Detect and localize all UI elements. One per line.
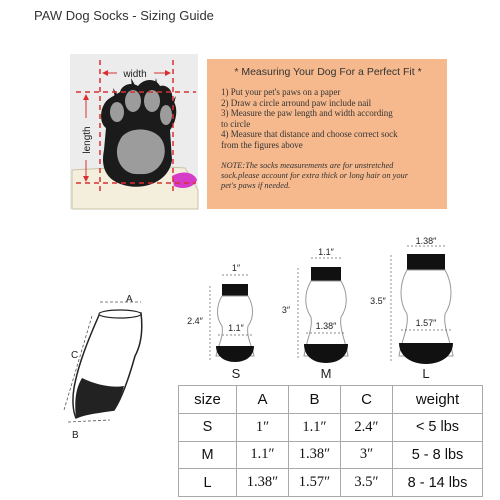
measuring-step: 2) Draw a circle arround paw include nail [221, 97, 372, 108]
sock-large-cuff [407, 254, 445, 270]
measuring-heading: * Measuring Your Dog For a Perfect Fit * [234, 66, 422, 78]
sock-large [370, 236, 453, 381]
measuring-note-line: sock.please account for extra thick or long hair on your [221, 171, 409, 180]
dimension-b-label: B [72, 430, 79, 441]
table-cell: 1.1″ [237, 441, 289, 469]
table-cell: 8 - 14 lbs [393, 469, 483, 497]
table-cell: L [179, 469, 237, 497]
table-header-cell: size [179, 386, 237, 414]
dimension-a-label: A [126, 294, 133, 305]
dimension-c-label: C [71, 350, 79, 361]
table-cell: 1.38″ [237, 469, 289, 497]
measuring-step: 3) Measure the paw length and width according [221, 108, 393, 118]
sock-small-cuff [222, 284, 248, 296]
measuring-note-line: NOTE:The socks measurements are for unstretched [221, 161, 394, 170]
table-cell: S [179, 413, 237, 441]
sock-small-top-label: 1″ [231, 263, 241, 273]
size-table [178, 385, 483, 497]
sock-large-size-label: L [422, 366, 430, 381]
sock-medium [282, 247, 348, 381]
table-cell: 5 - 8 lbs [393, 441, 483, 469]
measuring-step: 4) Measure that distance and choose correct sock [221, 129, 398, 139]
table-header-cell: C [341, 386, 393, 414]
sock-small-bottom-label: 1.1″ [228, 323, 244, 333]
table-header-cell: A [237, 386, 289, 414]
sock-small-height-label: 2.4″ [187, 316, 203, 326]
table-header-cell: B [289, 386, 341, 414]
dimension-b-line [68, 420, 110, 422]
sock-small [187, 263, 254, 381]
table-cell: M [179, 441, 237, 469]
measuring-step: from the figures above [221, 139, 303, 150]
sock-medium-sole [304, 344, 348, 363]
sock-small-sole [216, 346, 254, 362]
page-title: PAW Dog Socks - Sizing Guide [34, 8, 214, 23]
sock-medium-size-label: M [320, 366, 332, 381]
measuring-step: 1) Put your pet's paws on a paper [221, 87, 341, 97]
length-label: length [82, 126, 93, 154]
table-cell: 1″ [237, 413, 289, 441]
sock-large-top-label: 1.38″ [415, 236, 437, 246]
table-cell: 1.1″ [289, 413, 341, 441]
sock-medium-bottom-label: 1.38″ [315, 321, 337, 331]
table-cell: 1.57″ [289, 469, 341, 497]
table-cell: 3″ [341, 441, 393, 469]
sock-large-sole [399, 343, 453, 364]
sock-large-height-label: 3.5″ [370, 296, 386, 306]
table-row [179, 441, 483, 469]
sock-large-bottom-label: 1.57″ [415, 318, 437, 328]
sock-medium-height-label: 3″ [281, 305, 291, 315]
table-row [179, 469, 483, 497]
table-cell: 3.5″ [341, 469, 393, 497]
measuring-note-line: pet's paws if needed. [221, 181, 291, 190]
table-cell: 2.4″ [341, 413, 393, 441]
sock-small-size-label: S [231, 366, 241, 381]
table-row [179, 413, 483, 441]
sock-medium-cuff [311, 267, 341, 281]
size-table-header [179, 386, 483, 414]
table-cell: < 5 lbs [393, 413, 483, 441]
width-label: width [123, 69, 147, 80]
table-cell: 1.38″ [289, 441, 341, 469]
sock-medium-top-label: 1.1″ [318, 247, 334, 257]
measuring-step: to circle [221, 118, 251, 129]
table-header-cell: weight [393, 386, 483, 414]
